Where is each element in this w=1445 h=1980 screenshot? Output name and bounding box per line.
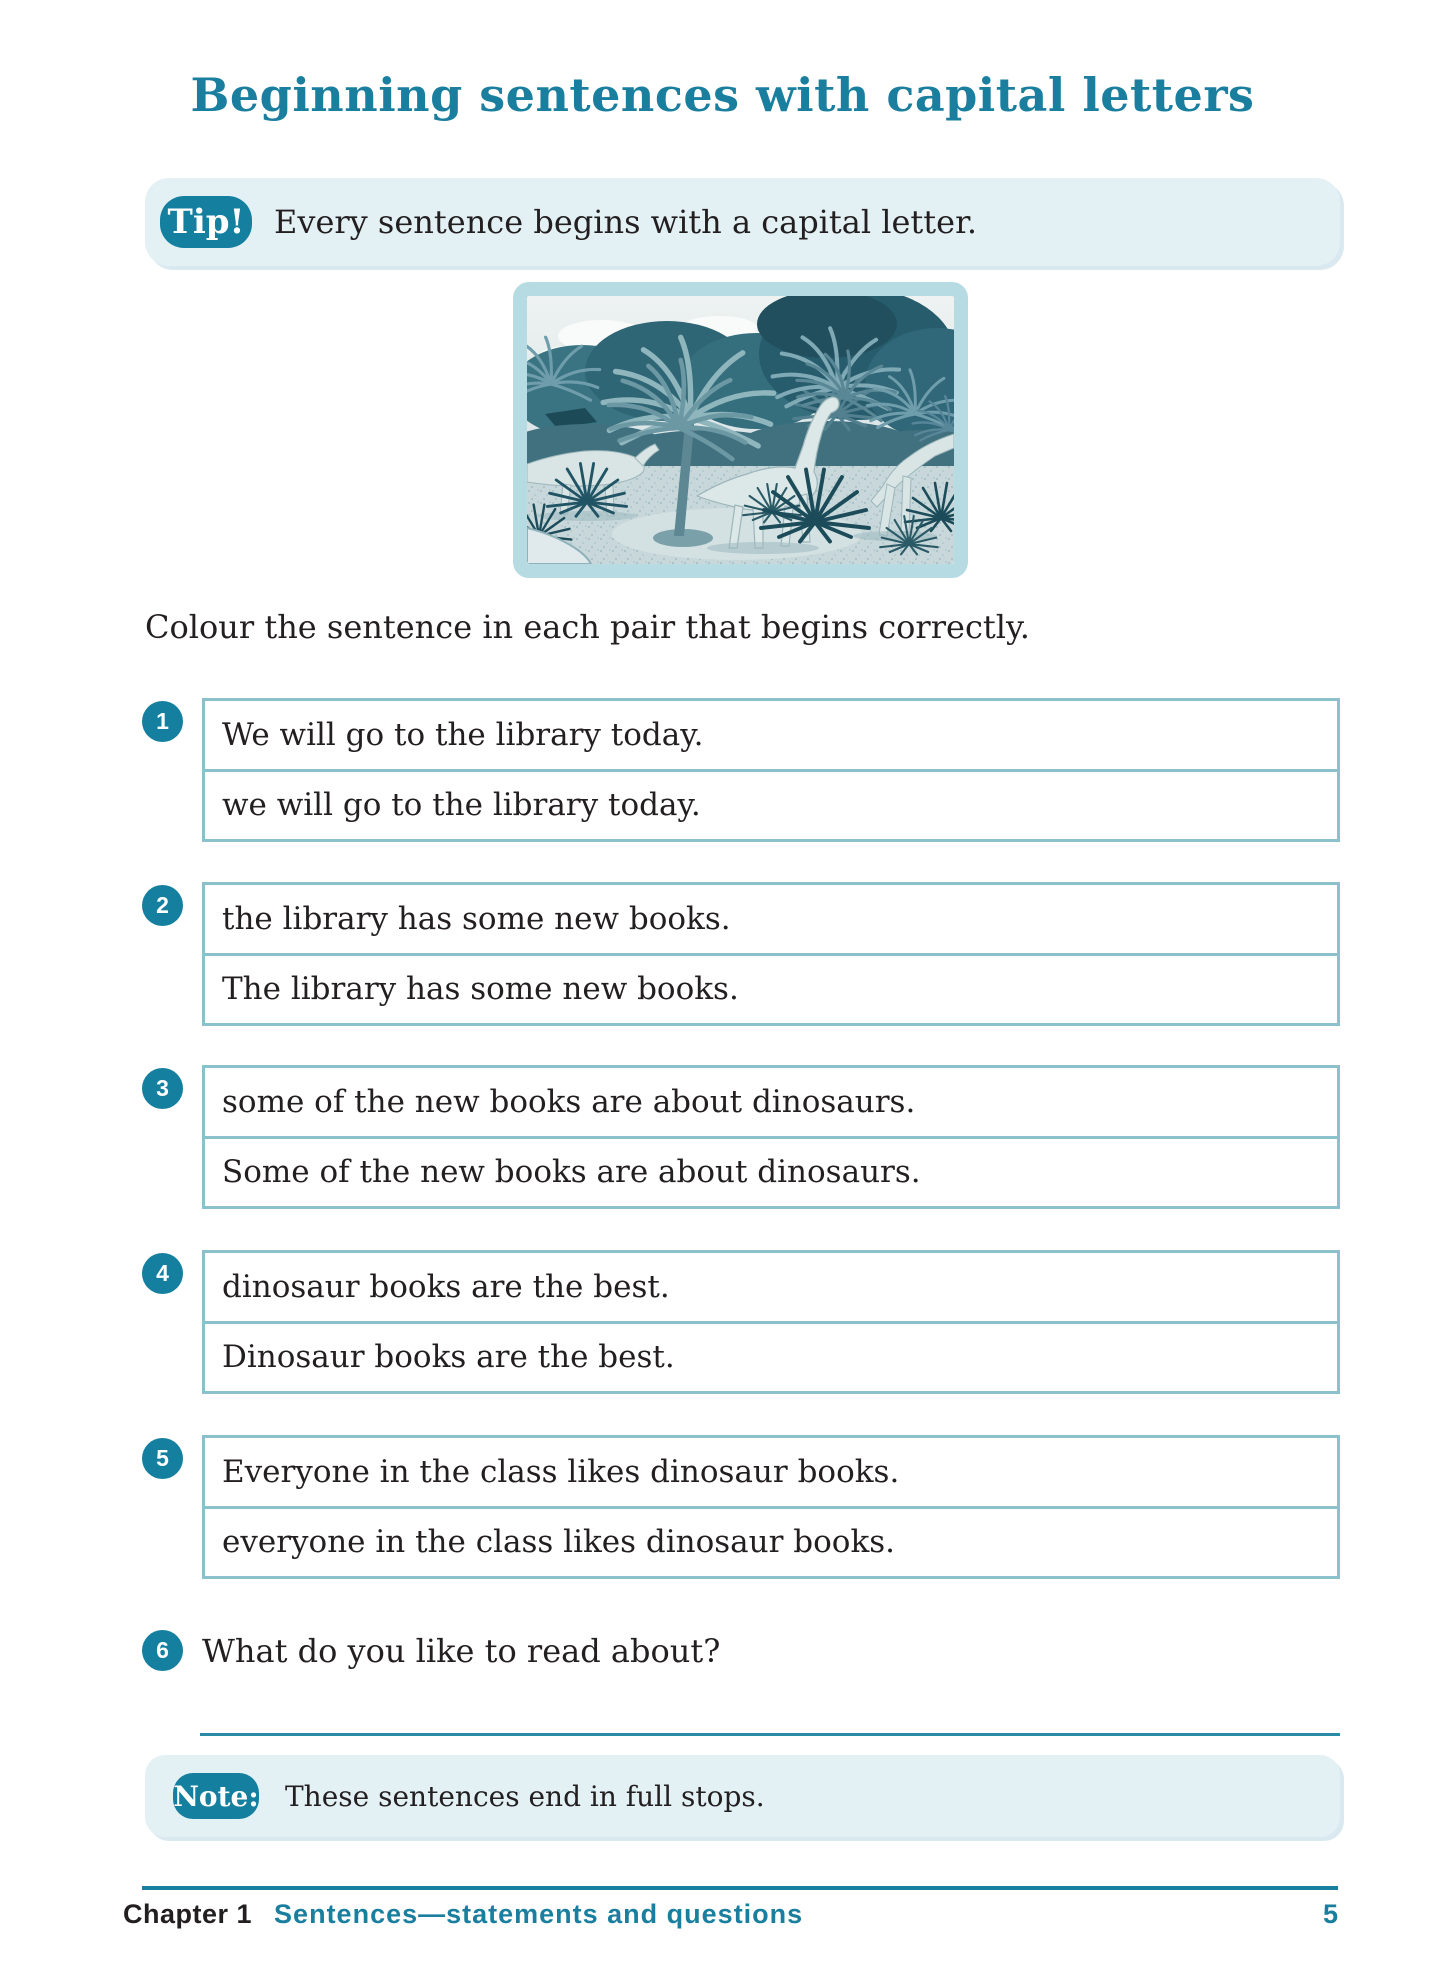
page-footer bbox=[123, 1899, 1338, 1930]
question-6 bbox=[0, 1628, 1445, 1674]
sentence-option[interactable]: Some of the new books are about dinosaurs. bbox=[222, 1154, 921, 1191]
page-number: 5 bbox=[1322, 1899, 1338, 1929]
question-text: What do you like to read about? bbox=[202, 1632, 721, 1670]
tip-badge: Tip! bbox=[160, 196, 252, 248]
pair-number-badge: 1 bbox=[142, 701, 183, 742]
pair-number-badge: 5 bbox=[142, 1438, 183, 1479]
sentence-pair-box bbox=[202, 1250, 1340, 1394]
tip-callout bbox=[145, 178, 1340, 266]
answer-line[interactable] bbox=[200, 1733, 1340, 1736]
sentence-option[interactable]: Everyone in the class likes dinosaur books. bbox=[205, 1438, 1337, 1509]
sentence-option[interactable]: We will go to the library today. bbox=[205, 701, 1337, 772]
sentence-pair-box bbox=[202, 1065, 1340, 1209]
pair-number-badge: 2 bbox=[142, 885, 183, 926]
footer-rule bbox=[142, 1886, 1338, 1890]
dinosaur-photo-frame bbox=[513, 282, 968, 578]
sentence-option[interactable]: we will go to the library today. bbox=[222, 787, 701, 824]
note-callout bbox=[145, 1755, 1340, 1837]
page-title: Beginning sentences with capital letters bbox=[190, 68, 1255, 122]
dinosaur-park-image bbox=[527, 296, 954, 564]
sentence-option[interactable]: the library has some new books. bbox=[205, 885, 1337, 956]
sentence-option[interactable]: everyone in the class likes dinosaur books. bbox=[222, 1524, 896, 1561]
sentence-pair-box bbox=[202, 1435, 1340, 1579]
pair-number-badge: 3 bbox=[142, 1068, 183, 1109]
instruction-text: Colour the sentence in each pair that begins correctly. bbox=[145, 608, 1030, 646]
question-number-badge: 6 bbox=[142, 1630, 183, 1671]
tip-text: Every sentence begins with a capital letter. bbox=[274, 203, 978, 241]
footer-chapter-title: Sentences—statements and questions bbox=[274, 1899, 804, 1929]
sentence-pair-box bbox=[202, 698, 1340, 842]
sentence-option[interactable]: dinosaur books are the best. bbox=[205, 1253, 1337, 1324]
sentence-pair-box bbox=[202, 882, 1340, 1026]
sentence-option[interactable]: Dinosaur books are the best. bbox=[222, 1339, 675, 1376]
note-badge: Note: bbox=[173, 1773, 259, 1819]
sentence-option[interactable]: some of the new books are about dinosaurs. bbox=[205, 1068, 1337, 1139]
pair-number-badge: 4 bbox=[142, 1253, 183, 1294]
note-text: These sentences end in full stops. bbox=[285, 1779, 765, 1813]
footer-chapter-label: Chapter 1 bbox=[123, 1899, 253, 1929]
sentence-option[interactable]: The library has some new books. bbox=[222, 971, 739, 1008]
